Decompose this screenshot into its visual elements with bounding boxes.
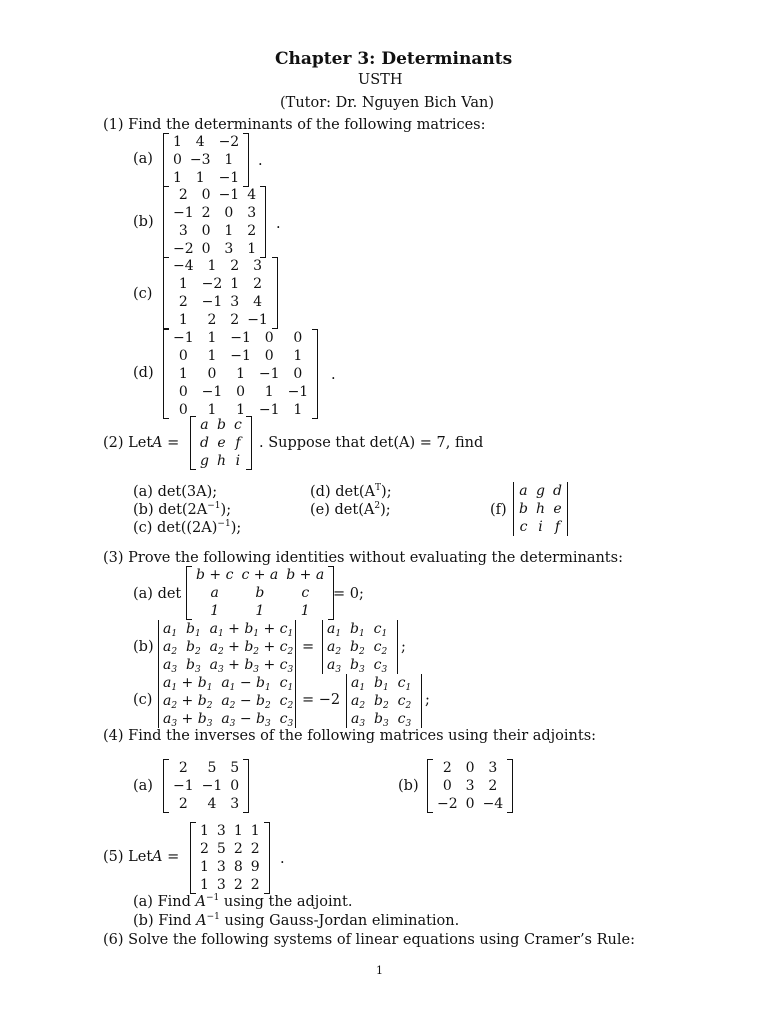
matrix-entry: 1 — [178, 366, 188, 382]
matrix-entry: 0 — [264, 330, 274, 346]
matrix-entry: 0 — [201, 187, 211, 203]
matrix-entry: 5 — [207, 760, 217, 776]
matrix-entry: 4 — [207, 796, 217, 812]
q5b: (b) Find $A^{-1}$ using Gauss-Jordan elimination. — [133, 912, 460, 929]
matrix-entry: −1 — [287, 384, 309, 400]
matrix-entry: 4 — [195, 134, 205, 150]
q3-stem: (3) Prove the following identities without evaluating the determinants: — [103, 550, 623, 566]
matrix-entry: 0 — [465, 796, 475, 812]
q2-matrix — [190, 416, 252, 470]
matrix-entry: 3 — [224, 241, 234, 257]
matrix-entry: 0 — [178, 348, 188, 364]
matrix-entry: 5 — [216, 841, 226, 857]
matrix-entry: −1 — [218, 170, 240, 186]
q1-stem: (1) Find the determinants of the following matrices: — [103, 117, 486, 133]
matrix-entry: −1 — [258, 366, 280, 382]
matrix-entry: c — [519, 519, 528, 535]
matrix-entry: 3 — [216, 859, 226, 875]
matrix-entry: 3 — [216, 877, 226, 893]
matrix-entry: 1 — [247, 241, 257, 257]
matrix-entry: −1 — [247, 312, 268, 328]
matrix-entry: c + a — [241, 567, 279, 583]
q4b-matrix — [427, 759, 513, 813]
matrix-entry: 1 — [233, 823, 243, 839]
matrix-entry: d — [553, 483, 562, 499]
q5a: (a) Find $A^{-1}$ using the adjoint. — [133, 893, 353, 910]
q4b-label: (b) — [398, 778, 419, 794]
matrix-entry: −2 — [201, 276, 223, 292]
matrix-entry: g — [536, 483, 545, 499]
q5-stem: (5) Let — [103, 849, 153, 865]
matrix-entry: −1 — [173, 205, 194, 221]
matrix-entry: 2 — [178, 294, 188, 310]
matrix-entry: 3 — [230, 796, 240, 812]
matrix-entry: 2 — [207, 312, 217, 328]
matrix-entry: 2 — [200, 841, 209, 857]
matrix-entry: −1 — [230, 348, 251, 364]
matrix-entry: 1 — [255, 603, 265, 619]
matrix-entry: a — [210, 585, 219, 601]
q2e: (e) $\det(A^2)$; — [310, 501, 391, 518]
q3c-label: (c) — [133, 692, 153, 708]
matrix-entry: −2 — [173, 241, 194, 257]
q3c-eq: = −2 — [302, 692, 341, 708]
matrix-entry: h — [216, 453, 226, 469]
q4-stem: (4) Find the inverses of the following matrices using their adjoints: — [103, 728, 597, 744]
matrix-entry: 0 — [201, 223, 211, 239]
matrix-entry: 1 — [207, 330, 217, 346]
q3c-lhs-determinant: $a_1 + b_1$ $a_1 - b_1$ $c_1$ $a_2 + b_2$ $a_2 - b_2$ $c_2$ $a_3 + b_3$ $a_3 - b_3$ $c_3$ — [158, 674, 296, 728]
q2-stem-post: . Suppose that det(A) = 7, find — [259, 435, 484, 451]
q1c-label: (c) — [133, 286, 153, 302]
q4a-matrix — [163, 759, 249, 813]
matrix-entry: 1 — [210, 603, 220, 619]
matrix-entry: 1 — [178, 276, 188, 292]
matrix-entry: 1 — [224, 223, 234, 239]
matrix-table — [192, 566, 328, 620]
matrix-entry: f — [554, 519, 561, 535]
matrix-entry: a — [200, 417, 209, 433]
matrix-entry: 3 — [230, 294, 240, 310]
q3c-rhs-determinant: $a_1$ $b_1$ $c_1$ $a_2$ $b_2$ $c_2$ $a_3$ $b_3$ $c_3$ — [346, 674, 422, 728]
matrix-entry: b + c — [196, 567, 234, 583]
q1a-matrix — [163, 133, 249, 187]
matrix-entry: 1 — [300, 603, 310, 619]
matrix-table — [515, 482, 566, 536]
matrix-entry: 1 — [224, 152, 234, 168]
matrix-entry: −2 — [218, 134, 240, 150]
matrix-entry: 0 — [293, 330, 303, 346]
q3b-rhs-determinant: $a_1$ $b_1$ $c_1$ $a_2$ $b_2$ $c_2$ $a_3$ $b_3$ $c_3$ — [322, 620, 398, 674]
matrix-entry: 2 — [201, 205, 211, 221]
q3a-matrix — [186, 566, 334, 620]
matrix-entry: e — [553, 501, 562, 517]
matrix-entry: −4 — [482, 796, 504, 812]
matrix-entry: 4 — [253, 294, 262, 310]
matrix-entry: −1 — [173, 778, 194, 794]
matrix-entry: −1 — [258, 402, 280, 418]
period: . — [331, 367, 336, 383]
matrix-entry: 2 — [250, 877, 260, 893]
matrix-entry: 2 — [233, 877, 243, 893]
matrix-table — [196, 822, 264, 894]
page-number: 1 — [376, 964, 383, 977]
matrix-entry: −1 — [201, 294, 223, 310]
period: . — [280, 851, 285, 867]
q1b-label: (b) — [133, 214, 154, 230]
matrix-entry: 1 — [178, 312, 188, 328]
matrix-entry: 3 — [178, 223, 188, 239]
q1b-matrix — [163, 186, 266, 258]
matrix-entry: b — [519, 501, 528, 517]
matrix-entry: 1 — [207, 258, 217, 274]
q2-A: A = — [152, 435, 180, 451]
matrix-table — [169, 329, 312, 419]
matrix-entry: 1 — [173, 170, 182, 186]
matrix-entry: 4 — [247, 187, 257, 203]
q3b-end: ; — [401, 639, 406, 655]
matrix-entry: 1 — [264, 384, 274, 400]
q3b-eq: = — [302, 639, 315, 655]
matrix-entry: 2 — [178, 796, 188, 812]
q3b-label: (b) — [133, 639, 154, 655]
matrix-entry: 5 — [230, 760, 240, 776]
q1d-label: (d) — [133, 365, 154, 381]
matrix-entry: −2 — [437, 796, 458, 812]
school-name: USTH — [358, 72, 403, 88]
q2b: (b) $\det(2A^{-1})$; — [133, 501, 232, 518]
matrix-entry: 0 — [442, 778, 452, 794]
matrix-entry: b + a — [286, 567, 325, 583]
matrix-entry: 0 — [236, 384, 246, 400]
q6-stem: (6) Solve the following systems of linear equations using Cramer’s Rule: — [103, 932, 635, 948]
matrix-entry: i — [235, 453, 241, 469]
matrix-entry: 0 — [173, 152, 182, 168]
q3b-lhs-determinant: $a_1$ $b_1$ $a_1 + b_1 + c_1$ $a_2$ $b_2$ $a_2 + b_2 + c_2$ $a_3$ $b_3$ $a_3 + b_3 + c_3$ — [158, 620, 296, 674]
period: . — [258, 153, 263, 169]
matrix-entry: 3 — [247, 205, 257, 221]
q2f-determinant — [513, 482, 568, 536]
matrix-entry: 1 — [207, 348, 217, 364]
matrix-entry: 8 — [233, 859, 243, 875]
q3a-label: (a) det — [133, 586, 182, 602]
matrix-entry: f — [235, 435, 241, 451]
q2f-label: (f) — [490, 502, 507, 518]
matrix-entry: 1 — [236, 366, 246, 382]
matrix-entry: −1 — [173, 330, 194, 346]
q3a-rhs: = 0; — [333, 586, 364, 602]
matrix-entry: 1 — [230, 276, 240, 292]
q5-A: A = — [152, 849, 180, 865]
matrix-entry: 1 — [195, 170, 205, 186]
matrix-entry: 0 — [264, 348, 274, 364]
matrix-entry: −3 — [189, 152, 211, 168]
matrix-entry: 0 — [178, 384, 188, 400]
matrix-entry: 1 — [200, 877, 209, 893]
q2-stem-pre: (2) Let — [103, 435, 153, 451]
matrix-entry: 3 — [488, 760, 498, 776]
matrix-entry: 0 — [224, 205, 234, 221]
q2d: (d) $\det(A^T)$; — [310, 483, 392, 500]
matrix-entry: 1 — [207, 402, 217, 418]
matrix-entry: 2 — [247, 223, 257, 239]
matrix-entry: 0 — [178, 402, 188, 418]
matrix-entry: 0 — [201, 241, 211, 257]
matrix-entry: 0 — [230, 778, 240, 794]
matrix-entry: 1 — [293, 348, 303, 364]
matrix-entry: 1 — [236, 402, 246, 418]
matrix-entry: 1 — [250, 823, 260, 839]
q1a-label: (a) — [133, 151, 153, 167]
matrix-entry: 1 — [293, 402, 303, 418]
q1d-matrix — [163, 329, 318, 419]
matrix-table — [169, 759, 243, 813]
matrix-entry: 2 — [442, 760, 452, 776]
matrix-entry: −4 — [173, 258, 194, 274]
matrix-entry: −1 — [201, 384, 223, 400]
matrix-table — [433, 759, 507, 813]
matrix-entry: d — [200, 435, 209, 451]
matrix-table — [169, 133, 243, 187]
matrix-table — [169, 257, 272, 329]
q2c: (c) $\det((2A)^{-1})$; — [133, 519, 242, 536]
matrix-table — [196, 416, 246, 470]
matrix-entry: 2 — [230, 312, 240, 328]
matrix-entry: 1 — [200, 823, 209, 839]
matrix-table — [169, 186, 260, 258]
matrix-entry: 2 — [230, 258, 240, 274]
matrix-entry: a — [519, 483, 528, 499]
matrix-entry: g — [200, 453, 209, 469]
matrix-entry: c — [234, 417, 242, 433]
matrix-entry: 1 — [200, 859, 209, 875]
q3c-end: ; — [425, 692, 430, 708]
q5-matrix — [190, 822, 270, 894]
matrix-entry: 0 — [465, 760, 475, 776]
matrix-entry: h — [535, 501, 545, 517]
matrix-entry: 9 — [250, 859, 260, 875]
tutor-line: (Tutor: Dr. Nguyen Bich Van) — [280, 95, 495, 111]
matrix-entry: 0 — [293, 366, 303, 382]
matrix-entry: b — [217, 417, 226, 433]
period: . — [276, 216, 281, 232]
matrix-entry: 0 — [207, 366, 217, 382]
matrix-entry: i — [538, 519, 543, 535]
chapter-title: Chapter 3: Determinants — [275, 49, 513, 69]
matrix-entry: 1 — [173, 134, 182, 150]
q2a: (a) det(3A); — [133, 484, 218, 500]
matrix-entry: 2 — [250, 841, 260, 857]
matrix-entry: e — [217, 435, 226, 451]
matrix-entry: −1 — [230, 330, 251, 346]
matrix-entry: c — [301, 585, 310, 601]
matrix-entry: 3 — [253, 258, 262, 274]
matrix-entry: 3 — [465, 778, 475, 794]
matrix-entry: 2 — [233, 841, 243, 857]
matrix-entry: b — [255, 585, 265, 601]
q4a-label: (a) — [133, 778, 153, 794]
matrix-entry: 2 — [253, 276, 262, 292]
matrix-entry: 2 — [178, 187, 188, 203]
matrix-entry: −1 — [201, 778, 223, 794]
matrix-entry: 2 — [488, 778, 498, 794]
matrix-entry: 3 — [216, 823, 226, 839]
matrix-entry: 2 — [178, 760, 188, 776]
matrix-entry: −1 — [218, 187, 240, 203]
q1c-matrix — [163, 257, 278, 329]
